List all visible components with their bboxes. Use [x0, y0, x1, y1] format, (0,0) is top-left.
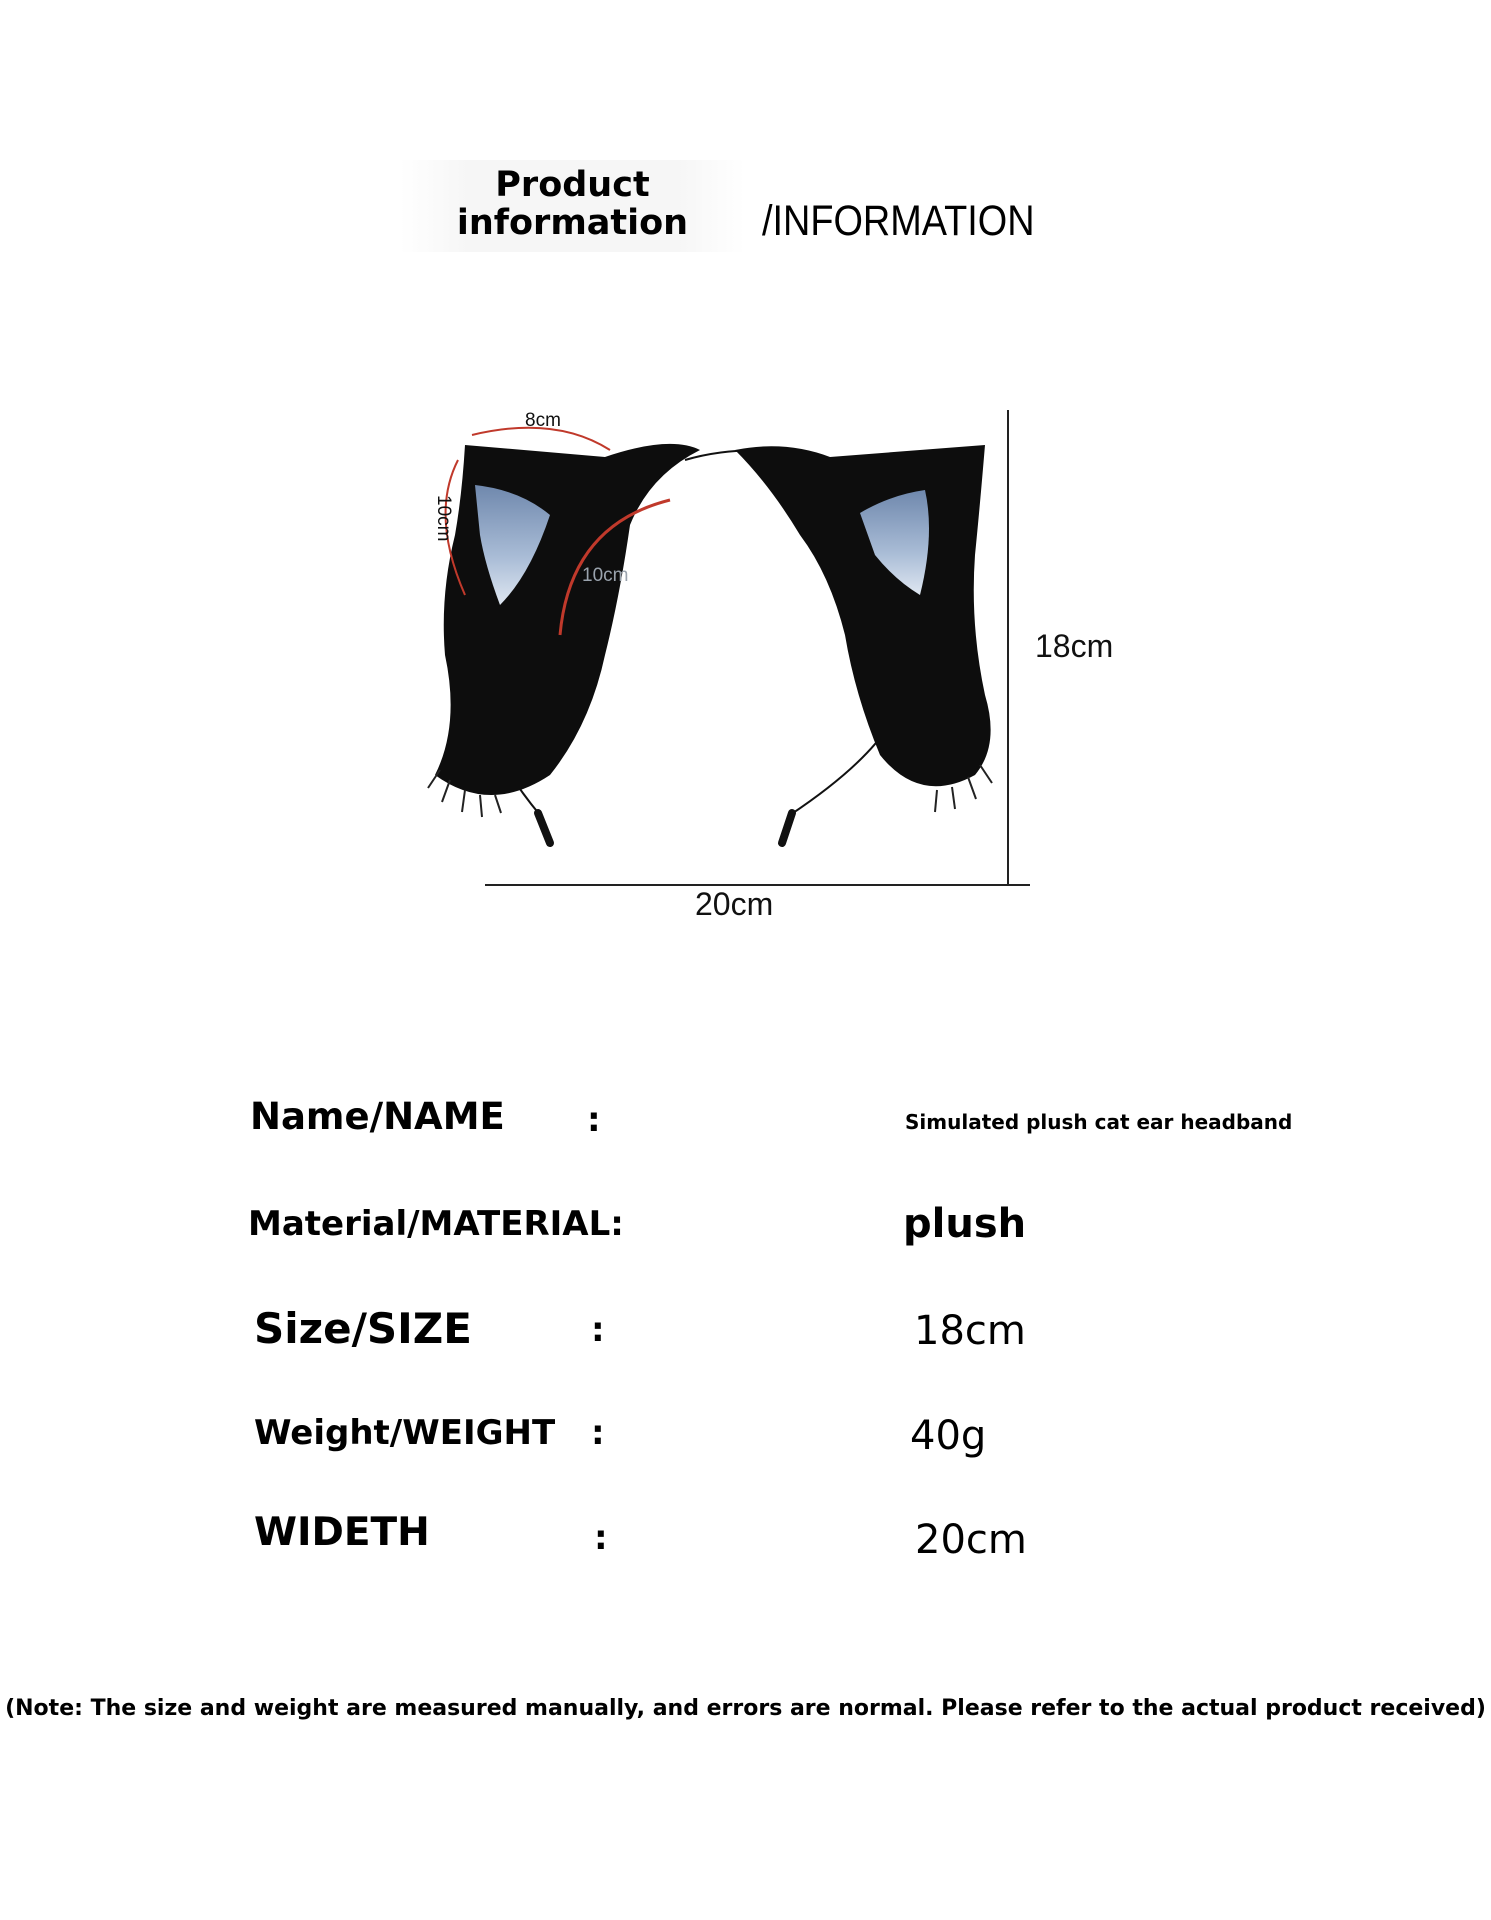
left-ear: [428, 444, 700, 817]
spec-weight-value: 40g: [910, 1413, 987, 1459]
page-title: Product information: [456, 165, 689, 243]
dim-height: 18cm: [1035, 628, 1114, 664]
dim-ear-inner: 10cm: [582, 565, 629, 586]
dim-ear-top: 8cm: [525, 410, 561, 431]
spec-size-colon: :: [591, 1310, 605, 1350]
measure-arc-top: [472, 428, 610, 450]
spec-name-colon: :: [587, 1100, 601, 1140]
product-illustration: [400, 395, 1130, 935]
headband-right-tip: [782, 813, 792, 843]
dim-width: 20cm: [695, 886, 774, 922]
spec-name-value: Simulated plush cat ear headband: [905, 1110, 1293, 1134]
spec-size-label: Size/SIZE: [254, 1304, 472, 1353]
spec-material-label: Material/MATERIAL:: [248, 1204, 624, 1244]
spec-width-value: 20cm: [915, 1517, 1027, 1563]
disclaimer-note: (Note: The size and weight are measured manually, and errors are normal. Please refer to the actual product received): [5, 1696, 1486, 1721]
spec-weight-label: Weight/WEIGHT: [254, 1413, 556, 1453]
spec-name-label: Name/NAME: [250, 1095, 505, 1138]
spec-weight-colon: :: [591, 1413, 605, 1453]
dim-ear-side: 10cm: [433, 495, 454, 542]
page-subtitle: /INFORMATION: [762, 197, 1035, 245]
spec-material-value: plush: [903, 1201, 1027, 1247]
spec-size-value: 18cm: [914, 1308, 1026, 1354]
spec-width-label: WIDETH: [254, 1510, 430, 1555]
spec-width-colon: :: [594, 1518, 608, 1558]
headband-left-tip: [538, 813, 550, 843]
